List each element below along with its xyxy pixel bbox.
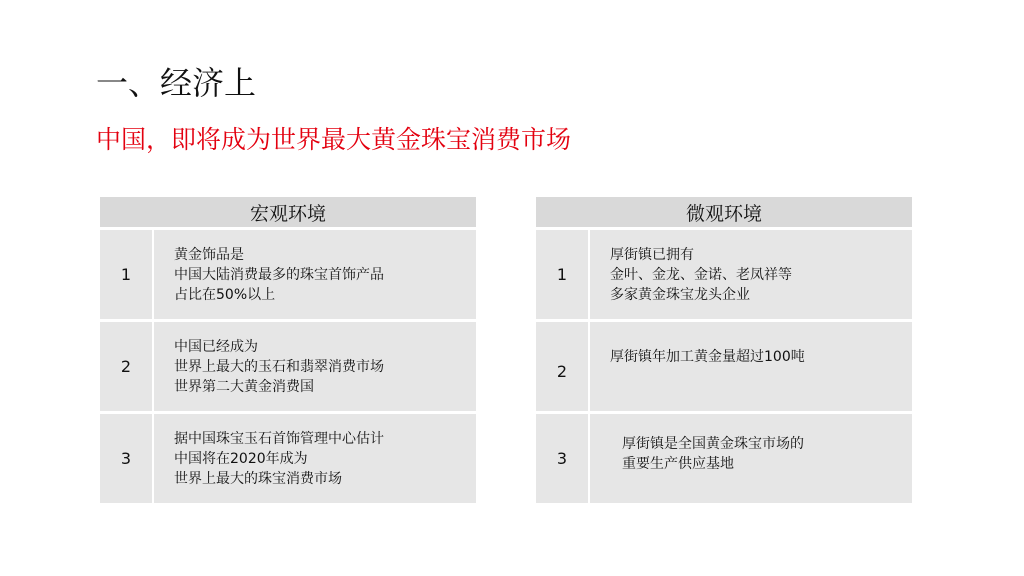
row-text: [590, 322, 912, 411]
text-line: 厚街镇已拥有: [610, 247, 694, 263]
text-line: 中国已经成为: [174, 339, 258, 355]
table-row: [100, 230, 476, 319]
text-line: 据中国珠宝玉石首饰管理中心估计: [174, 431, 384, 447]
row-number: 1: [536, 230, 588, 319]
row-number: 2: [536, 322, 588, 411]
text-line: 黄金饰品是: [174, 247, 244, 263]
text-line: 占比在50%以上: [174, 287, 276, 303]
macro-environment-table: [100, 197, 476, 503]
text-line: 重要生产供应基地: [622, 456, 734, 472]
table-row: [536, 230, 912, 319]
text-line: 中国将在2020年成为: [174, 451, 308, 467]
table-row: [536, 414, 912, 503]
slide-subtitle: 中国，即将成为世界最大黄金珠宝消费市场: [96, 125, 572, 154]
text-line: 世界上最大的珠宝消费市场: [174, 471, 342, 487]
table-row: [100, 322, 476, 411]
row-number: 2: [100, 322, 152, 411]
row-number: 1: [100, 230, 152, 319]
row-text: [154, 414, 476, 503]
micro-environment-table: [536, 197, 912, 503]
text-line: 世界上最大的玉石和翡翠消费市场: [174, 359, 384, 375]
row-number: 3: [100, 414, 152, 503]
text-line: 世界第二大黄金消费国: [174, 379, 314, 395]
table-header: 宏观环境: [100, 197, 476, 227]
slide-title: 一、经济上: [96, 64, 257, 102]
table-row: [536, 322, 912, 411]
row-text: [590, 414, 912, 503]
text-line: 多家黄金珠宝龙头企业: [610, 287, 750, 303]
row-text: [154, 230, 476, 319]
text-line: 金叶、金龙、金诺、老凤祥等: [610, 267, 792, 283]
row-number: 3: [536, 414, 588, 503]
text-line: 厚街镇年加工黄金量超过100吨: [610, 349, 805, 365]
table-header: 微观环境: [536, 197, 912, 227]
table-row: [100, 414, 476, 503]
row-text: [590, 230, 912, 319]
text-line: 中国大陆消费最多的珠宝首饰产品: [174, 267, 384, 283]
text-line: 厚街镇是全国黄金珠宝市场的: [622, 436, 804, 452]
row-text: [154, 322, 476, 411]
